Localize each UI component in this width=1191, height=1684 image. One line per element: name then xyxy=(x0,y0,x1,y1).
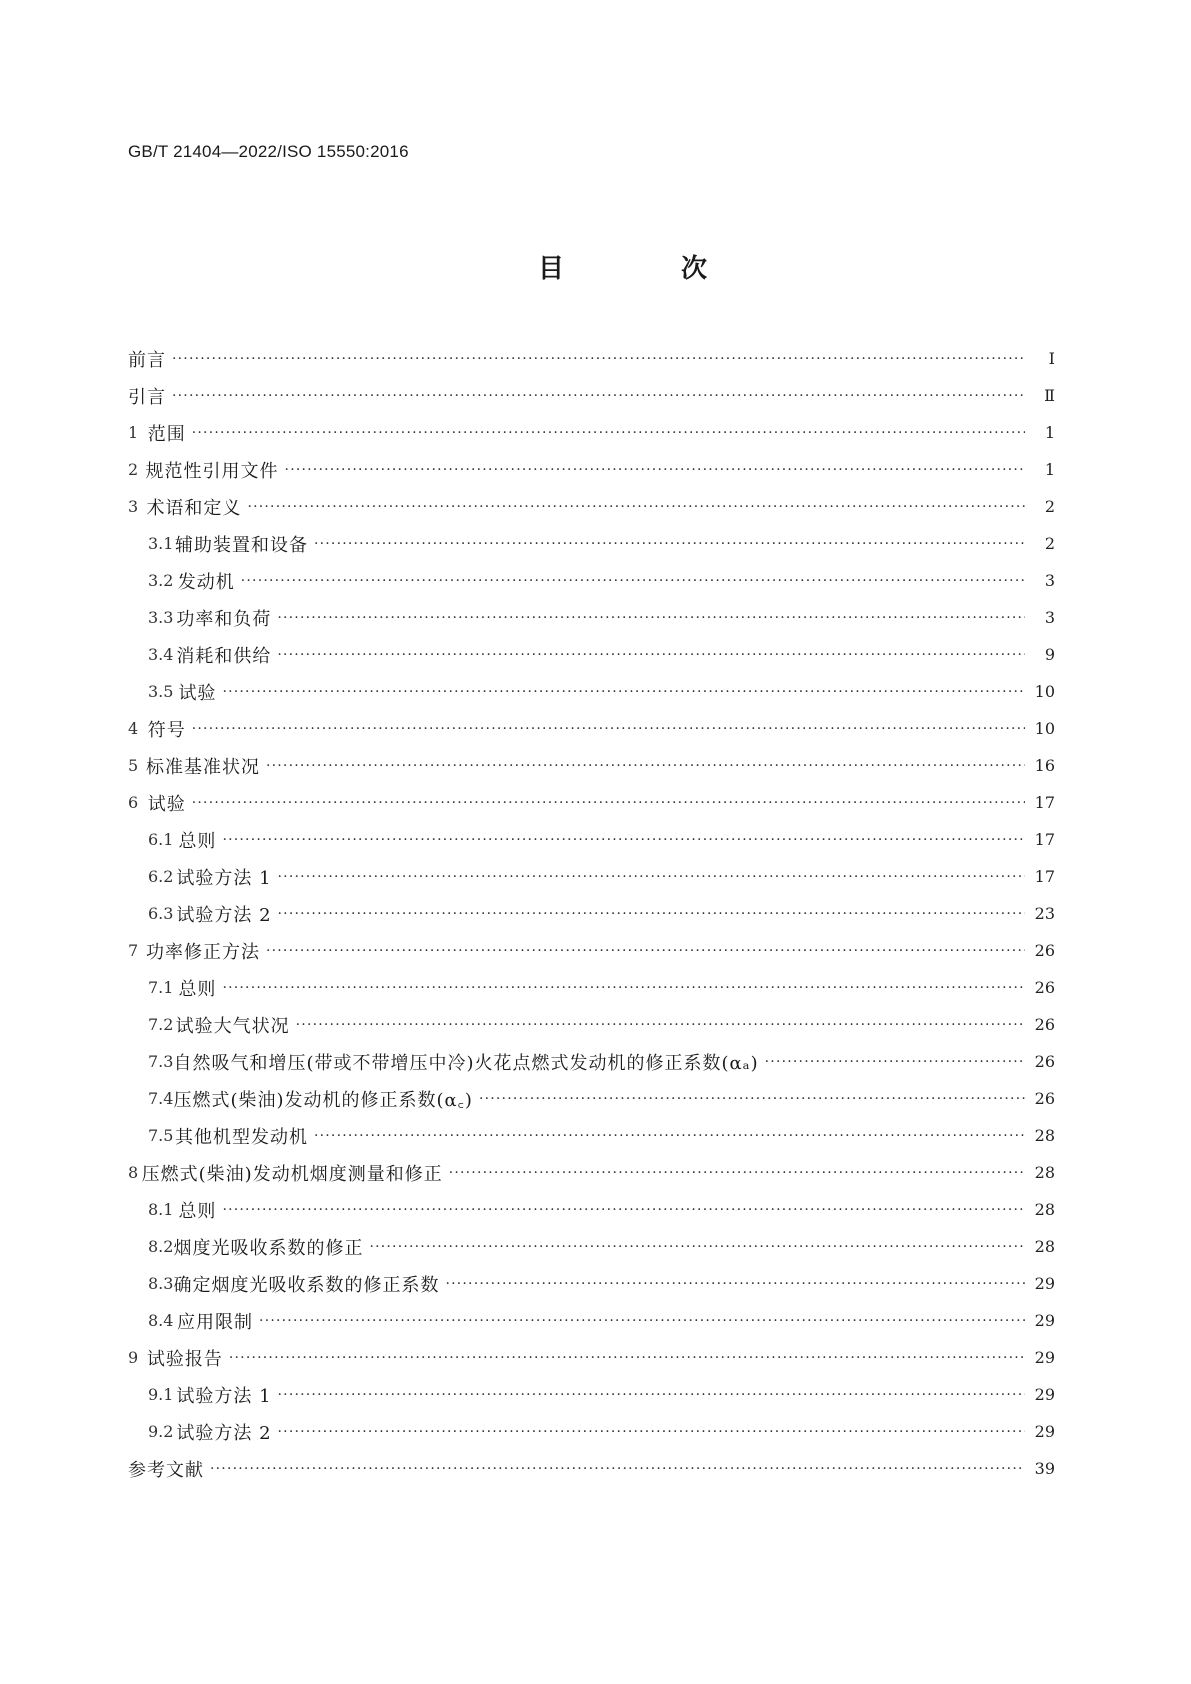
dot-leader xyxy=(445,1276,1025,1292)
toc-entry-page-number: 29 xyxy=(1034,1274,1055,1293)
page-title: 目 次 xyxy=(537,254,762,284)
toc-entry-page-number: 10 xyxy=(1034,719,1055,738)
dot-leader xyxy=(222,832,1025,848)
toc-entry-title[interactable]: 术语和定义 xyxy=(146,497,242,519)
toc-entry-title[interactable]: 试验 xyxy=(147,793,186,815)
toc-entry-page-number: Ⅱ xyxy=(1044,386,1055,405)
table-of-contents xyxy=(128,340,1055,1487)
dot-leader xyxy=(172,351,1025,367)
toc-entry-page-number: 29 xyxy=(1034,1385,1055,1404)
toc-entry[interactable] xyxy=(128,377,1055,414)
dot-leader xyxy=(296,1017,1025,1033)
toc-entry[interactable] xyxy=(128,1413,1055,1450)
dot-leader xyxy=(222,684,1025,700)
toc-entry-number: 8.2 xyxy=(148,1237,174,1256)
toc-entry-title[interactable]: 符号 xyxy=(147,719,186,741)
toc-entry-page-number: 39 xyxy=(1034,1459,1055,1478)
toc-entry[interactable] xyxy=(128,1376,1055,1413)
toc-entry[interactable] xyxy=(128,1154,1055,1191)
toc-entry[interactable] xyxy=(128,1265,1055,1302)
toc-entry-number: 3.3 xyxy=(148,608,174,627)
toc-entry[interactable] xyxy=(128,969,1055,1006)
toc-entry-page-number: 26 xyxy=(1034,978,1055,997)
toc-entry-page-number: 2 xyxy=(1044,497,1055,516)
dot-leader xyxy=(210,1461,1025,1477)
document-header xyxy=(128,142,409,162)
toc-entry[interactable] xyxy=(128,1191,1055,1228)
toc-entry-number: 8.4 xyxy=(148,1311,174,1330)
toc-entry-title[interactable]: 规范性引用文件 xyxy=(145,460,279,482)
dot-leader xyxy=(172,388,1025,404)
toc-entry[interactable] xyxy=(128,488,1055,525)
toc-entry-title[interactable]: 试验报告 xyxy=(146,1348,223,1370)
toc-entry[interactable] xyxy=(128,1006,1055,1043)
toc-entry-number: 2 xyxy=(128,460,139,479)
toc-entry-page-number: 29 xyxy=(1034,1311,1055,1330)
toc-entry-number: 9.2 xyxy=(148,1422,174,1441)
dot-leader xyxy=(314,536,1025,552)
toc-entry-title[interactable]: 总则 xyxy=(178,1200,217,1222)
toc-entry-number: 7.3 xyxy=(148,1052,174,1071)
toc-entry-page-number: 3 xyxy=(1044,608,1055,627)
toc-entry[interactable] xyxy=(128,1450,1055,1487)
toc-entry[interactable] xyxy=(128,821,1055,858)
toc-entry[interactable] xyxy=(128,710,1055,747)
toc-entry-title[interactable]: 试验方法 1 xyxy=(176,867,272,889)
toc-entry-number: 5 xyxy=(128,756,139,775)
dot-leader xyxy=(369,1239,1025,1255)
toc-entry-title[interactable]: 标准基准状况 xyxy=(145,756,260,778)
toc-entry-page-number: 29 xyxy=(1034,1348,1055,1367)
dot-leader xyxy=(277,647,1025,663)
toc-entry-page-number: 3 xyxy=(1044,571,1055,590)
toc-entry[interactable] xyxy=(128,1117,1055,1154)
dot-leader xyxy=(192,795,1025,811)
toc-entry[interactable] xyxy=(128,673,1055,710)
toc-entry-title[interactable]: 确定烟度光吸收系数的修正系数 xyxy=(173,1274,440,1296)
dot-leader xyxy=(192,425,1025,441)
toc-entry-page-number: 23 xyxy=(1034,904,1055,923)
toc-entry-title[interactable]: 压燃式(柴油)发动机的修正系数(α꜀) xyxy=(173,1089,473,1111)
toc-entry-number: 3.4 xyxy=(148,645,174,664)
toc-entry-page-number: 9 xyxy=(1044,645,1055,664)
toc-entry-number: 3.1 xyxy=(148,534,174,553)
toc-entry-title[interactable]: 引言 xyxy=(128,386,166,408)
toc-entry-page-number: 26 xyxy=(1034,1089,1055,1108)
dot-leader xyxy=(278,1424,1025,1440)
toc-entry-number: 7.2 xyxy=(148,1015,174,1034)
dot-leader xyxy=(285,462,1025,478)
toc-entry-page-number: 17 xyxy=(1034,793,1055,812)
dot-leader xyxy=(241,573,1025,589)
toc-entry-number: 6.2 xyxy=(148,867,174,886)
toc-entry-title[interactable]: 烟度光吸收系数的修正 xyxy=(173,1237,364,1259)
dot-leader xyxy=(278,906,1025,922)
toc-entry-page-number: 16 xyxy=(1034,756,1055,775)
dot-leader xyxy=(266,758,1025,774)
dot-leader xyxy=(222,980,1025,996)
toc-entry-number: 8.3 xyxy=(148,1274,174,1293)
toc-entry-page-number: 1 xyxy=(1044,423,1055,442)
toc-entry-number: 3.2 xyxy=(148,571,174,590)
toc-entry-title[interactable]: 试验方法 1 xyxy=(176,1385,272,1407)
toc-entry[interactable] xyxy=(128,1043,1055,1080)
toc-entry-page-number: 28 xyxy=(1034,1200,1055,1219)
toc-entry[interactable] xyxy=(128,525,1055,562)
toc-entry-title[interactable]: 范围 xyxy=(147,423,186,445)
toc-entry-page-number: 28 xyxy=(1034,1237,1055,1256)
toc-entry-number: 7.4 xyxy=(148,1089,174,1108)
dot-leader xyxy=(765,1054,1025,1070)
toc-entry-title[interactable]: 试验 xyxy=(178,682,217,704)
toc-entry-number: 6.3 xyxy=(148,904,174,923)
toc-entry-page-number: 26 xyxy=(1034,1052,1055,1071)
toc-entry-title[interactable]: 应用限制 xyxy=(177,1311,254,1333)
dot-leader xyxy=(247,499,1025,515)
toc-entry-title[interactable]: 其他机型发动机 xyxy=(174,1126,308,1148)
toc-entry-page-number: 29 xyxy=(1034,1422,1055,1441)
toc-entry-title[interactable]: 功率和负荷 xyxy=(176,608,272,630)
toc-entry[interactable] xyxy=(128,747,1055,784)
toc-entry-number: 4 xyxy=(128,719,139,738)
dot-leader xyxy=(314,1128,1025,1144)
dot-leader xyxy=(229,1350,1025,1366)
dot-leader xyxy=(479,1091,1025,1107)
toc-entry-number: 1 xyxy=(128,423,139,442)
dot-leader xyxy=(192,721,1025,737)
toc-entry[interactable] xyxy=(128,784,1055,821)
toc-entry-page-number: 26 xyxy=(1034,941,1055,960)
toc-entry-page-number: 28 xyxy=(1034,1126,1055,1145)
dot-leader xyxy=(222,1202,1025,1218)
toc-entry-title[interactable]: 试验方法 2 xyxy=(176,904,272,926)
toc-entry-page-number: 28 xyxy=(1034,1163,1055,1182)
toc-entry-title[interactable]: 压燃式(柴油)发动机烟度测量和修正 xyxy=(141,1163,443,1185)
toc-entry-page-number: 1 xyxy=(1044,460,1055,479)
toc-entry-title[interactable]: 前言 xyxy=(128,349,166,371)
toc-entry-title[interactable]: 辅助装置和设备 xyxy=(174,534,308,556)
toc-entry[interactable] xyxy=(128,340,1055,377)
toc-entry-number: 6 xyxy=(128,793,139,812)
toc-entry[interactable] xyxy=(128,451,1055,488)
toc-entry[interactable] xyxy=(128,1080,1055,1117)
standard-code: GB/T 21404—2022/ISO 15550:2016 xyxy=(128,142,409,161)
dot-leader xyxy=(278,1387,1025,1403)
toc-entry-title[interactable]: 自然吸气和增压(带或不带增压中冷)火花点燃式发动机的修正系数(αₐ) xyxy=(173,1052,759,1074)
toc-entry-number: 8.1 xyxy=(148,1200,174,1219)
toc-entry-title[interactable]: 功率修正方法 xyxy=(145,941,260,963)
toc-entry[interactable] xyxy=(128,932,1055,969)
toc-entry-title[interactable]: 试验方法 2 xyxy=(176,1422,272,1444)
toc-entry-page-number: 10 xyxy=(1034,682,1055,701)
toc-entry[interactable] xyxy=(128,895,1055,932)
toc-entry-page-number: 2 xyxy=(1044,534,1055,553)
toc-entry-number: 8 xyxy=(128,1163,139,1182)
toc-entry-title[interactable]: 试验大气状况 xyxy=(175,1015,290,1037)
toc-entry-title[interactable]: 消耗和供给 xyxy=(176,645,272,667)
toc-entry-number: 6.1 xyxy=(148,830,174,849)
toc-entry-number: 3.5 xyxy=(148,682,174,701)
dot-leader xyxy=(266,943,1025,959)
toc-entry[interactable] xyxy=(128,414,1055,451)
toc-entry-title[interactable]: 发动机 xyxy=(177,571,235,593)
toc-entry-number: 7.5 xyxy=(148,1126,174,1145)
toc-entry[interactable] xyxy=(128,1302,1055,1339)
toc-entry[interactable] xyxy=(128,1339,1055,1376)
toc-entry-number: 9.1 xyxy=(148,1385,174,1404)
dot-leader xyxy=(278,869,1025,885)
dot-leader xyxy=(259,1313,1025,1329)
toc-entry-number: 7.1 xyxy=(148,978,174,997)
toc-entry-page-number: Ⅰ xyxy=(1048,349,1055,368)
toc-entry-title[interactable]: 参考文献 xyxy=(128,1459,204,1481)
toc-entry-page-number: 26 xyxy=(1034,1015,1055,1034)
toc-entry[interactable] xyxy=(128,599,1055,636)
toc-entry-number: 3 xyxy=(128,497,139,516)
dot-leader xyxy=(277,610,1025,626)
toc-entry[interactable] xyxy=(128,636,1055,673)
toc-entry-page-number: 17 xyxy=(1034,867,1055,886)
toc-entry-number: 9 xyxy=(128,1348,139,1367)
toc-entry[interactable] xyxy=(128,1228,1055,1265)
toc-entry[interactable] xyxy=(128,562,1055,599)
toc-entry-title[interactable]: 总则 xyxy=(178,830,217,852)
toc-entry-page-number: 17 xyxy=(1034,830,1055,849)
toc-entry[interactable] xyxy=(128,858,1055,895)
dot-leader xyxy=(449,1165,1025,1181)
toc-entry-number: 7 xyxy=(128,941,139,960)
toc-entry-title[interactable]: 总则 xyxy=(178,978,217,1000)
